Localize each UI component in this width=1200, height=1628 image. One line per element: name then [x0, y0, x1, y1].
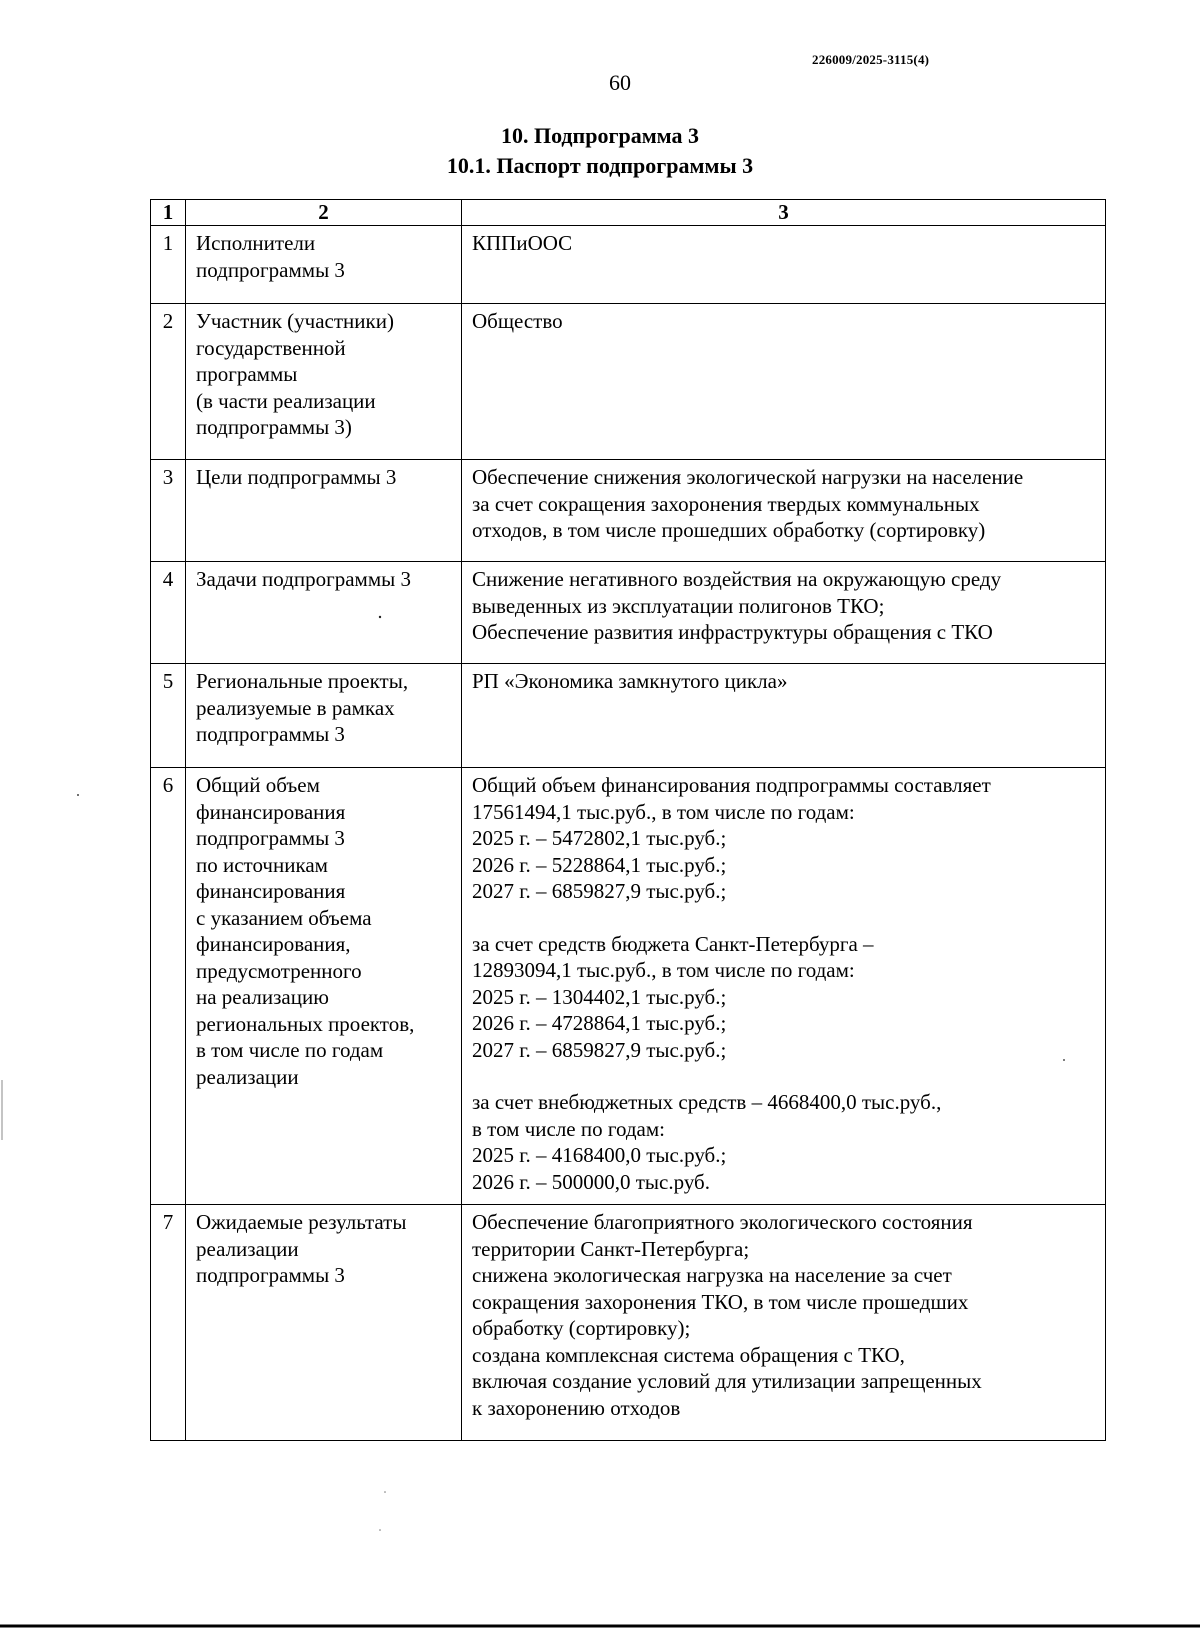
row-label: Региональные проекты, реализуемые в рамках подпрограммы 3: [186, 664, 462, 768]
row-content: Снижение негативного воздействия на окружающую среду выведенных из эксплуатации полигонов ТКО; Обеспечение развития инфраструктуры обращения с ТКО: [462, 562, 1106, 664]
table-row: [151, 664, 1106, 768]
table-row: [151, 226, 1106, 304]
table-row: [151, 460, 1106, 562]
row-number: 1: [151, 226, 186, 304]
document-registration-number: 226009/2025-3115(4): [812, 52, 930, 67]
table-row: [151, 304, 1106, 460]
column-number-header: 1: [151, 200, 186, 226]
row-number: 2: [151, 304, 186, 460]
row-number: 3: [151, 460, 186, 562]
row-label: Общий объем финансирования подпрограммы 3 по источникам финансирования с указанием объема финансирования, предусмотренного на реализацию региональных проектов, в том числе по годам реализации: [186, 768, 462, 1205]
column-number-header: 3: [462, 200, 1106, 226]
section-subheading: 10.1. Паспорт подпрограммы 3: [446, 153, 754, 178]
row-content: КППиООС: [462, 226, 1106, 304]
row-label: Ожидаемые результаты реализации подпрограммы 3: [186, 1205, 462, 1441]
row-label: Участник (участники) государственной программы (в части реализации подпрограммы 3): [186, 304, 462, 460]
row-content: Обеспечение снижения экологической нагрузки на население за счет сокращения захоронения твердых коммунальных отходов, в том числе прошедших обработку (сортировку): [462, 460, 1106, 562]
row-content: Общество: [462, 304, 1106, 460]
row-number: 4: [151, 562, 186, 664]
row-content: Обеспечение благоприятного экологического состояния территории Санкт-Петербурга; снижена экологическая нагрузка на население за счет сокращения захоронения ТКО, в том числе прошедших обработку (сортировку); создана комплексная система обращения с ТКО, включая создание условий для утилизации запрещенных к захоронению отходов: [462, 1205, 1106, 1441]
table-row: [151, 1205, 1106, 1441]
table-header-row: [151, 200, 1106, 226]
table-row: [151, 562, 1106, 664]
row-number: 5: [151, 664, 186, 768]
subprogram-passport-table: [150, 199, 1106, 1441]
row-label: Цели подпрограммы 3: [186, 460, 462, 562]
row-content: РП «Экономика замкнутого цикла»: [462, 664, 1106, 768]
table-row: [151, 768, 1106, 1205]
page-number: 60: [609, 70, 631, 95]
column-number-header: 2: [186, 200, 462, 226]
row-number: 6: [151, 768, 186, 1205]
section-heading: 10. Подпрограмма 3: [500, 123, 700, 148]
row-number: 7: [151, 1205, 186, 1441]
row-label: Задачи подпрограммы 3: [186, 562, 462, 664]
row-label: Исполнители подпрограммы 3: [186, 226, 462, 304]
row-content: Общий объем финансирования подпрограммы составляет 17561494,1 тыс.руб., в том числе по годам: 2025 г. – 5472802,1 тыс.руб.; 2026 г. – 5228864,1 тыс.руб.; 2027 г. – 6859827,9 тыс.руб.; за счет средств бюджета Санкт-Петербурга – 12893094,1 тыс.руб., в том числе по годам: 2025 г. – 1304402,1 тыс.руб.; 2026 г. – 4728864,1 тыс.руб.; 2027 г. – 6859827,9 тыс.руб.; за счет внебюджетных средств – 4668400,0 тыс.руб., в том числе по годам: 2025 г. – 4168400,0 тыс.руб.; 2026 г. – 500000,0 тыс.руб.: [462, 768, 1106, 1205]
